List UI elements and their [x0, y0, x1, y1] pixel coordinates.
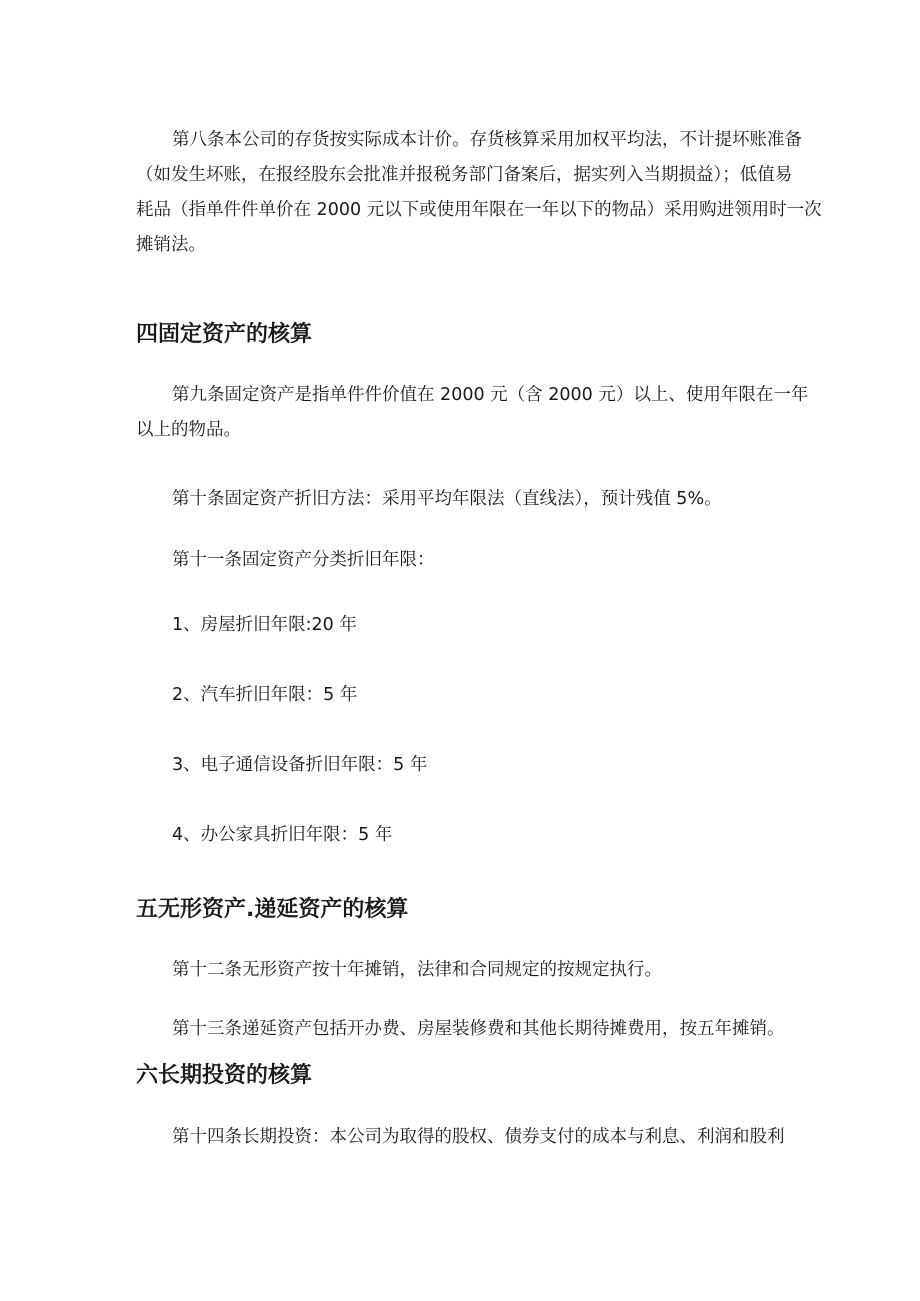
- article-9-line-1: 第九条固定资产是指单件件价值在 2000 元（含 2000 元）以上、使用年限在一年: [172, 385, 809, 405]
- section-4-heading: 四固定资产的核算: [136, 322, 313, 347]
- section-6-heading: 六长期投资的核算: [136, 1063, 313, 1088]
- depreciation-item-3: 3、电子通信设备折旧年限：5 年: [172, 755, 428, 775]
- depreciation-item-4: 4、办公家具折旧年限：5 年: [172, 825, 393, 845]
- article-8-line-2: （如发生坏账，在报经股东会批准并报税务部门备案后，据实列入当期损益）；低值易: [136, 165, 793, 185]
- article-9-paragraph: [136, 378, 809, 448]
- article-10-paragraph: 第十条固定资产折旧方法：采用平均年限法（直线法），预计残值 5%。: [172, 489, 722, 509]
- article-11-paragraph: 第十一条固定资产分类折旧年限：: [172, 550, 435, 570]
- article-8-line-3: 耗品（指单件件单价在 2000 元以下或使用年限在一年以下的物品）采用购进领用时一次: [136, 200, 822, 220]
- article-14-paragraph: 第十四条长期投资：本公司为取得的股权、债券支付的成本与利息、利润和股利: [172, 1127, 785, 1147]
- article-9-line-2: 以上的物品。: [136, 420, 241, 440]
- article-8-line-4: 摊销法。: [136, 235, 206, 255]
- article-12-paragraph: 第十二条无形资产按十年摊销，法律和合同规定的按规定执行。: [172, 960, 662, 980]
- section-5-heading: 五无形资产.递延资产的核算: [136, 897, 409, 922]
- article-8-paragraph: [136, 123, 822, 263]
- article-13-paragraph: 第十三条递延资产包括开办费、房屋装修费和其他长期待摊费用，按五年摊销。: [172, 1019, 785, 1039]
- depreciation-item-2: 2、汽车折旧年限：5 年: [172, 685, 358, 705]
- article-8-line-1: 第八条本公司的存货按实际成本计价。存货核算采用加权平均法，不计提坏账准备: [172, 130, 802, 150]
- depreciation-item-1: 1、房屋折旧年限:20 年: [172, 615, 357, 635]
